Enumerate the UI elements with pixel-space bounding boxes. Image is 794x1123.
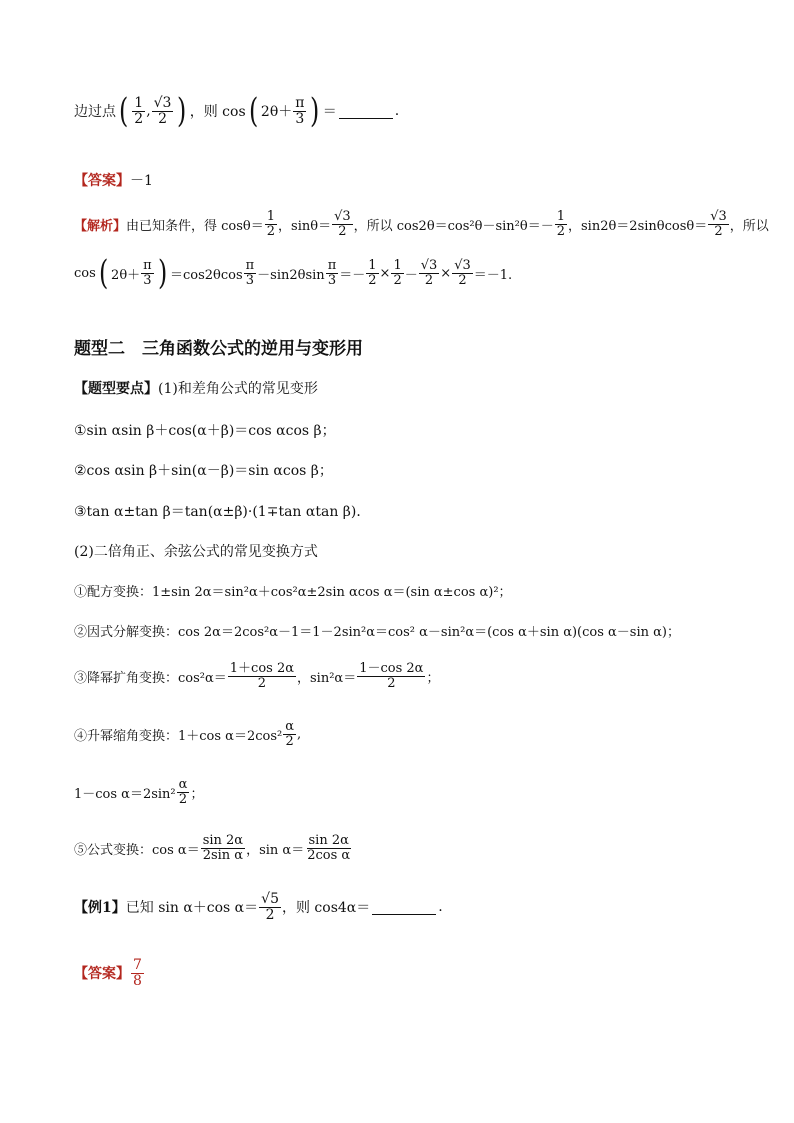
example-label: 【例1】 — [74, 900, 126, 917]
fraction — [131, 958, 144, 988]
num: √3 — [710, 209, 727, 224]
num: 1 — [393, 257, 402, 273]
text: － — [404, 267, 418, 283]
den: 2 — [393, 272, 402, 288]
paren: ( — [98, 253, 109, 293]
fraction — [391, 259, 403, 287]
text: ②cos αsin β＋sin(α－β)＝sin αcos β； — [74, 463, 333, 479]
fraction — [201, 834, 245, 862]
text: ，所以 cos2θ＝cos²θ－sin²θ＝－ — [353, 218, 554, 234]
text: ，所以 — [729, 218, 769, 234]
points-label: 【题型要点】 — [74, 381, 158, 397]
den: 2 — [387, 675, 396, 691]
text: ⑤公式变换：cos α＝ — [74, 842, 200, 858]
text: ，sinθ＝ — [278, 218, 332, 234]
den: 2 — [424, 272, 434, 288]
text: , — [297, 726, 302, 742]
section-title — [74, 334, 363, 359]
fraction — [332, 210, 353, 238]
answer-blank — [372, 900, 436, 915]
den: 2 — [266, 223, 276, 239]
formula-g4 — [74, 720, 301, 748]
fraction — [419, 259, 440, 287]
fraction — [265, 210, 277, 238]
num: π — [327, 257, 337, 273]
comma: , — [146, 103, 151, 119]
fraction — [555, 210, 567, 238]
paren: ( — [118, 91, 129, 131]
num: √3 — [454, 257, 471, 273]
text: 边过点 — [74, 104, 116, 120]
section-title-text: 题型二 三角函数公式的逆用与变形用 — [74, 339, 363, 359]
analysis-line-2 — [74, 253, 513, 293]
den: 2 — [368, 272, 377, 288]
paren: ) — [177, 91, 187, 131]
text: ，sin2θ＝2sinθcosθ＝ — [568, 218, 708, 234]
num: √3 — [334, 209, 351, 224]
fraction — [132, 96, 145, 126]
text: ＝cos2θcos — [169, 267, 243, 283]
num: 1 — [266, 209, 276, 224]
text: ③降幂扩角变换：cos²α＝ — [74, 670, 227, 686]
formula-g6 — [74, 834, 353, 862]
fraction — [283, 720, 296, 748]
problem-line — [74, 91, 400, 131]
paren: ( — [248, 91, 258, 131]
answer-blank — [339, 104, 393, 119]
text: ③tan α±tan β＝tan(α±β)·(1∓tan αtan β)． — [74, 504, 371, 520]
den: 2 — [265, 906, 275, 923]
den: 2 — [158, 110, 168, 127]
paren: ) — [310, 91, 320, 131]
den: 2 — [178, 791, 188, 807]
formula-g1 — [74, 581, 512, 600]
den: 2 — [285, 733, 294, 749]
fraction — [244, 259, 257, 287]
answer-label: 【答案】 — [74, 173, 130, 189]
text: ； — [426, 670, 440, 686]
fraction — [293, 96, 306, 126]
text: ，则 cos4α＝ — [281, 900, 371, 917]
text: ②因式分解变换：cos 2α＝2cos²α－1＝1－2sin²α＝cos² α－sin²α＝(cos α＋sin α)(cos α－sin α)； — [74, 625, 680, 640]
text: . — [394, 103, 400, 119]
text: ； — [190, 786, 204, 802]
text: ＝ — [322, 104, 337, 120]
example-line — [74, 892, 443, 922]
num: √3 — [153, 94, 172, 111]
num: π — [245, 257, 255, 273]
text: × — [440, 265, 452, 281]
formula-g2 — [74, 621, 680, 640]
text: . — [438, 899, 443, 916]
fraction — [452, 259, 473, 287]
analysis-line-1 — [74, 210, 769, 238]
num: α — [178, 777, 188, 792]
fraction — [357, 662, 425, 690]
text: －sin2θsin — [257, 267, 325, 283]
den: 2 — [134, 110, 144, 127]
num: π — [295, 94, 305, 111]
num: 1＋cos 2α — [229, 661, 295, 676]
den: 2 — [257, 675, 267, 691]
den: 2cos α — [307, 847, 351, 863]
num: sin 2α — [308, 833, 349, 848]
fraction — [152, 96, 174, 126]
formula-g3 — [74, 662, 439, 690]
num: sin 2α — [202, 833, 244, 848]
fraction — [177, 778, 190, 806]
num: π — [143, 257, 152, 273]
den: 2 — [338, 223, 347, 239]
num: 1 — [556, 209, 565, 224]
answer-label: 【答案】 — [74, 966, 130, 983]
den: 2 — [714, 223, 723, 239]
formula-g5 — [74, 778, 203, 806]
text: 2θ＋ — [260, 104, 293, 120]
text: 已知 sin α＋cos α＝ — [125, 900, 259, 917]
formula-2 — [74, 460, 333, 480]
text: ＝－1. — [473, 267, 513, 283]
fraction — [259, 892, 281, 922]
text: ，sin²α＝ — [297, 670, 357, 686]
den: 3 — [245, 272, 255, 288]
text: ①sin αsin β＋cos(α＋β)＝cos αcos β； — [74, 423, 336, 439]
formula-1 — [74, 420, 336, 440]
num: 1－cos 2α — [359, 661, 424, 676]
fraction — [141, 259, 154, 287]
den: 8 — [133, 972, 142, 989]
num: 1 — [134, 94, 144, 111]
text: (2)二倍角正、余弦公式的常见变换方式 — [74, 544, 318, 560]
fraction — [366, 259, 378, 287]
den: 3 — [143, 272, 152, 288]
paren: ) — [157, 253, 167, 293]
text: 由已知条件，得 cosθ＝ — [126, 218, 264, 234]
text: ，则 cos — [189, 104, 246, 120]
points-head — [74, 378, 318, 398]
text: 1－cos α＝2sin² — [74, 786, 176, 802]
num: 7 — [133, 957, 142, 973]
answer-value: －1 — [130, 173, 153, 189]
text: cos — [74, 265, 96, 281]
fraction — [228, 662, 296, 690]
den: 3 — [295, 110, 305, 127]
answer-line-2 — [74, 958, 145, 988]
num: 1 — [368, 257, 377, 273]
den: 2 — [556, 223, 565, 239]
text: ，sin α＝ — [246, 842, 305, 858]
fraction — [305, 834, 352, 862]
num: √3 — [420, 257, 438, 273]
den: 2 — [458, 272, 467, 288]
den: 3 — [327, 272, 337, 288]
text: ①配方变换：1±sin 2α＝sin²α＋cos²α±2sin αcos α＝(sin α±cos α)²； — [74, 585, 512, 600]
den: 2sin α — [202, 847, 244, 863]
num: √5 — [261, 891, 279, 907]
analysis-label: 【解析】 — [74, 218, 127, 234]
formula-3 — [74, 501, 370, 521]
text: ④升幂缩角变换：1＋cos α＝2cos² — [74, 728, 283, 744]
fraction — [326, 259, 339, 287]
text: 2θ＋ — [111, 267, 141, 283]
points-head-2 — [74, 541, 318, 561]
text: (1)和差角公式的常见变形 — [158, 381, 318, 397]
text: × — [379, 265, 391, 281]
text: ＝－ — [339, 267, 366, 283]
answer-line — [74, 170, 153, 190]
fraction — [708, 210, 729, 238]
num: α — [285, 719, 295, 734]
